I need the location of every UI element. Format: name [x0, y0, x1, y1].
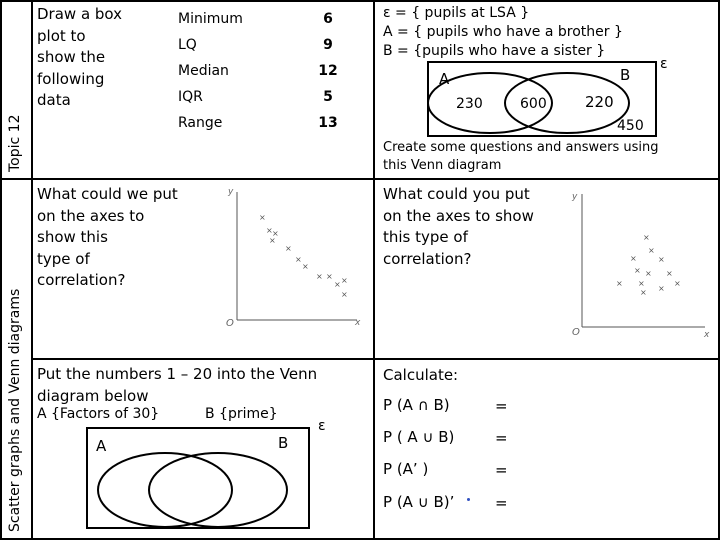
- scatter-point: ×: [259, 213, 266, 222]
- venn-top-label-a: A: [439, 70, 450, 88]
- venn-bottom-label-b: B: [278, 434, 289, 452]
- calculate-title: Calculate:: [383, 366, 459, 384]
- scatter-right-y-label: y: [572, 192, 578, 202]
- scatter-point: ×: [616, 279, 623, 288]
- scatter-right-x-label: x: [704, 330, 710, 340]
- scatter-left-x-label: x: [355, 318, 361, 328]
- scatter-point: ×: [640, 288, 647, 297]
- scatter-point: ×: [316, 272, 323, 281]
- venn-bottom-set-b: B {prime}: [205, 406, 278, 422]
- scatter-left-y-label: y: [228, 187, 234, 197]
- box-plot-question: Draw a box plot to show the following data: [37, 5, 123, 109]
- table-row: IQR 5: [178, 89, 333, 105]
- scatter-point: ×: [302, 262, 309, 271]
- scatter-point: ×: [645, 269, 652, 278]
- calculate-expression: P ( A ∪ B): [383, 428, 455, 446]
- calculate-expression: P (A ∩ B): [383, 396, 450, 414]
- venn-bottom-epsilon: ε: [318, 418, 326, 434]
- scatter-point: ×: [666, 269, 673, 278]
- scatter-point: ×: [638, 279, 645, 288]
- sidebar-subject: Scatter graphs and Venn diagrams: [7, 288, 23, 532]
- venn-top-outside: 450: [617, 118, 644, 134]
- calculate-expression: P (A ∪ B)’: [383, 493, 455, 511]
- venn-top-both: 600: [520, 96, 547, 112]
- scatter-point: ×: [295, 255, 302, 264]
- scatter-point: ×: [630, 254, 637, 263]
- venn-top-only-b: 220: [585, 93, 614, 111]
- venn-definitions: ε = { pupils at LSA } A = { pupils who have a brother } B = {pupils who have a sister }: [383, 5, 623, 59]
- scatter-point: ×: [326, 272, 333, 281]
- venn-bottom-circle-a: [98, 453, 232, 527]
- venn-top-label-b: B: [620, 66, 631, 84]
- table-row: LQ 9: [178, 37, 333, 53]
- calculate-equals: =: [495, 429, 508, 447]
- scatter-point: ×: [285, 244, 292, 253]
- scatter-point: ×: [658, 255, 665, 264]
- calculate-equals: =: [495, 461, 508, 479]
- venn-bottom-set-a: A {Factors of 30}: [37, 406, 160, 422]
- scatter-left-origin: O: [226, 318, 234, 329]
- venn-top-only-a: 230: [456, 96, 483, 112]
- table-row: Median 12: [178, 63, 338, 79]
- calculate-equals: =: [495, 494, 508, 512]
- scatter-point: ×: [341, 276, 348, 285]
- scatter-point: ×: [272, 229, 279, 238]
- calculate-expression: P (A’ ): [383, 460, 429, 478]
- scatter-point: ×: [269, 236, 276, 245]
- scatter-left-question: What could we put on the axes to show this type of correlation?: [37, 185, 178, 289]
- table-row: Minimum 6: [178, 11, 333, 27]
- scatter-point: ×: [634, 266, 641, 275]
- scatter-right-question: What could you put on the axes to show this type of correlation?: [383, 185, 534, 268]
- venn-bottom-label-a: A: [96, 437, 107, 455]
- scatter-point: ×: [341, 290, 348, 299]
- calculate-equals: =: [495, 397, 508, 415]
- scatter-point: ×: [658, 284, 665, 293]
- sidebar-topic: Topic 12: [7, 114, 23, 172]
- scatter-point: ×: [643, 233, 650, 242]
- venn-bottom-circle-b: [149, 453, 287, 527]
- scatter-right-origin: O: [572, 327, 580, 338]
- venn-top-epsilon: ε: [660, 56, 668, 72]
- table-row: Range 13: [178, 115, 338, 131]
- venn-bottom-universal-set: [87, 428, 309, 528]
- scatter-point: ×: [266, 226, 273, 235]
- scatter-point: ×: [674, 279, 681, 288]
- scatter-point: ×: [334, 280, 341, 289]
- scatter-point: ×: [648, 246, 655, 255]
- decorative-dot: [467, 498, 470, 501]
- venn-top-caption: Create some questions and answers using this Venn diagram: [383, 140, 659, 173]
- venn-bottom-question: Put the numbers 1 – 20 into the Venn diagram below: [37, 365, 318, 405]
